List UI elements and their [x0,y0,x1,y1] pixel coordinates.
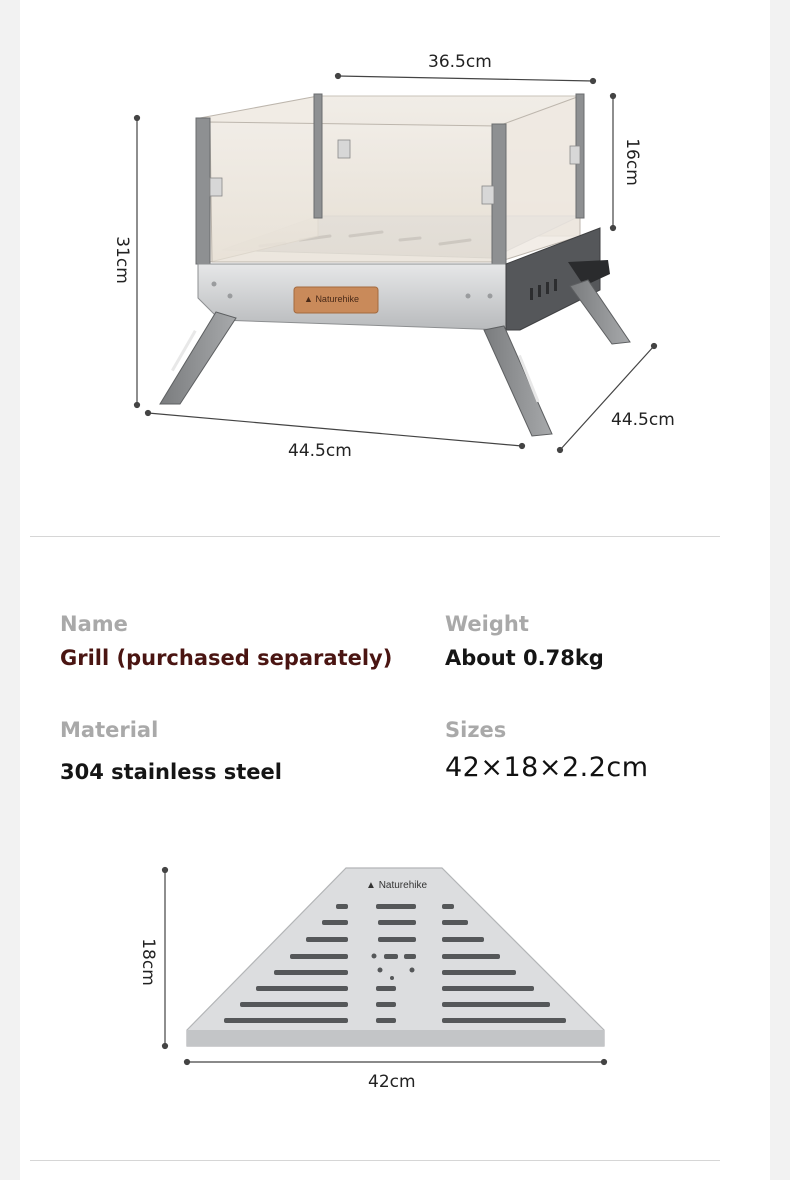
divider-bottom [30,1160,720,1161]
material-value: 304 stainless steel [60,760,282,784]
mountain-icon: ▲ [304,294,313,304]
sizes-label: Sizes [445,718,507,742]
weight-value: About 0.78kg [445,646,604,670]
name-value: Grill (purchased separately) [60,646,393,670]
material-label: Material [60,718,159,742]
mountain-icon: ▲ [366,880,376,891]
grill-dim-height-label: 18cm [137,938,158,986]
dim-height-label: 31cm [111,236,132,284]
grill-dim-width-label: 42cm [368,1072,416,1092]
dim-width-label: 36.5cm [428,52,492,72]
grill-brand-logo: ▲ Naturehike [366,880,428,891]
sizes-value: 42×18×2.2cm [445,752,649,783]
dim-side-label: 44.5cm [611,410,675,430]
name-label: Name [60,612,128,636]
weight-label: Weight [445,612,529,636]
dim-front-label: 44.5cm [288,441,352,461]
stove-brand-logo: ▲ Naturehike [304,294,359,304]
dim-glass-label: 16cm [621,138,642,186]
